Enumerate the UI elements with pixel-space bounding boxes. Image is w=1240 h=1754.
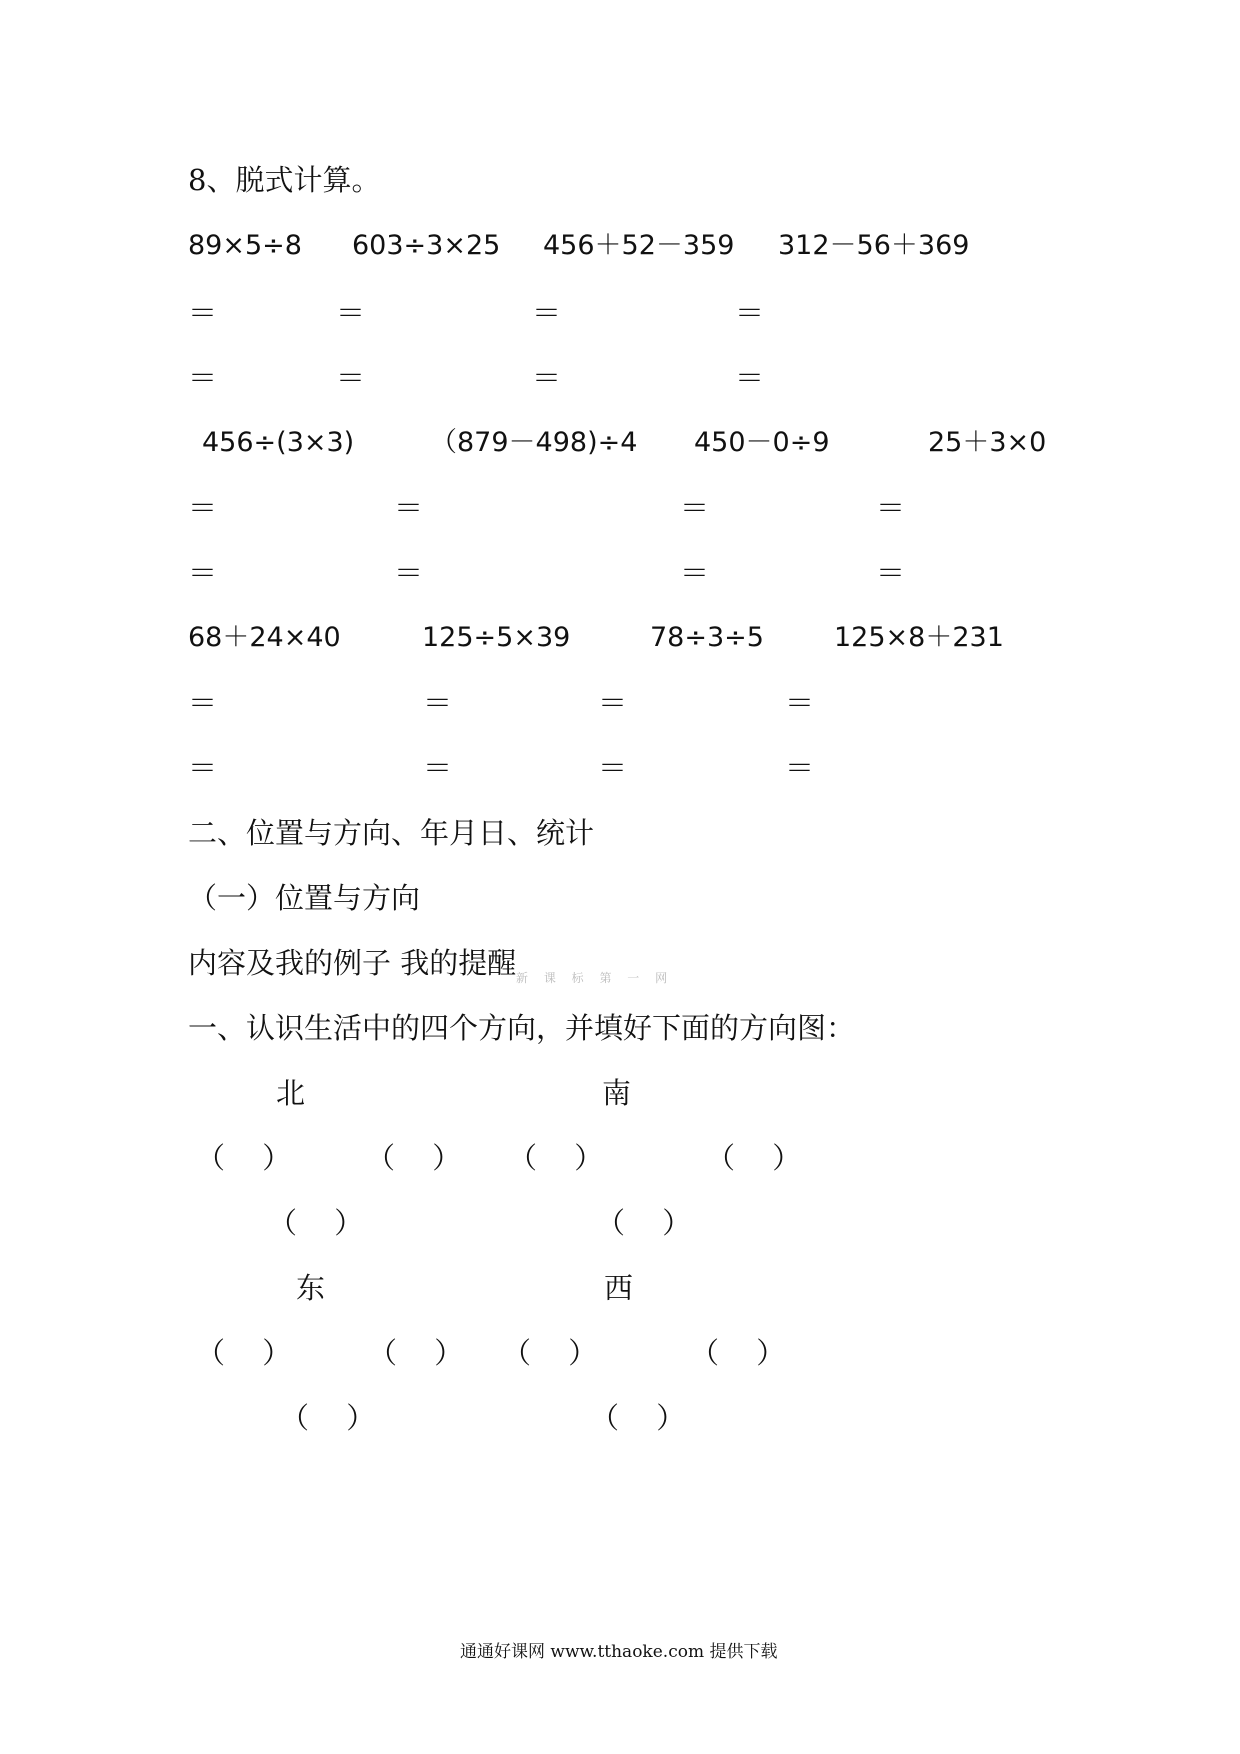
equals-sign: ＝ bbox=[188, 491, 218, 525]
equals-sign: ＝ bbox=[394, 491, 424, 525]
expression: 89×5÷8 bbox=[188, 230, 302, 261]
equals-sign: ＝ bbox=[598, 686, 628, 720]
west-label: 西 bbox=[604, 1271, 634, 1305]
task-1-instruction: 一、认识生活中的四个方向，并填好下面的方向图： bbox=[188, 1011, 856, 1045]
south-label: 南 bbox=[602, 1076, 632, 1110]
equals-sign: ＝ bbox=[876, 556, 906, 590]
equals-sign: ＝ bbox=[394, 556, 424, 590]
equals-sign: ＝ bbox=[336, 361, 366, 395]
equals-sign: ＝ bbox=[188, 556, 218, 590]
expression: 456＋52－359 bbox=[543, 230, 735, 261]
equals-sign: ＝ bbox=[423, 751, 453, 785]
expression: 25＋3×0 bbox=[928, 427, 1047, 458]
answer-blank: （ ） bbox=[502, 1336, 612, 1370]
expression: 312－56＋369 bbox=[778, 230, 970, 261]
equals-sign: ＝ bbox=[735, 296, 765, 330]
north-label: 北 bbox=[276, 1076, 306, 1110]
answer-blank: （ ） bbox=[508, 1141, 618, 1175]
expression: 68＋24×40 bbox=[188, 622, 341, 653]
footer-text: 通通好课网 www.tthaoke.com 提供下载 bbox=[460, 1642, 778, 1662]
expression: 125×8＋231 bbox=[834, 622, 1004, 653]
equals-sign: ＝ bbox=[423, 686, 453, 720]
section-2-title: 二、位置与方向、年月日、统计 bbox=[188, 816, 595, 850]
answer-blank: （ ） bbox=[196, 1336, 306, 1370]
equals-sign: ＝ bbox=[532, 296, 562, 330]
equals-sign: ＝ bbox=[785, 686, 815, 720]
equals-sign: ＝ bbox=[680, 491, 710, 525]
equals-sign: ＝ bbox=[188, 296, 218, 330]
expression: 603÷3×25 bbox=[352, 230, 501, 261]
equals-sign: ＝ bbox=[188, 686, 218, 720]
expression: （879－498)÷4 bbox=[430, 427, 638, 458]
expression: 450－0÷9 bbox=[694, 427, 830, 458]
answer-blank: （ ） bbox=[590, 1401, 700, 1435]
equals-sign: ＝ bbox=[188, 751, 218, 785]
equals-sign: ＝ bbox=[598, 751, 628, 785]
expression: 125÷5×39 bbox=[422, 622, 571, 653]
east-label: 东 bbox=[296, 1271, 326, 1305]
answer-blank: （ ） bbox=[368, 1336, 478, 1370]
equals-sign: ＝ bbox=[785, 751, 815, 785]
equals-sign: ＝ bbox=[680, 556, 710, 590]
expression: 456÷(3×3) bbox=[202, 427, 355, 458]
answer-blank: （ ） bbox=[366, 1141, 476, 1175]
watermark-text: 新 课 标 第 一 网 bbox=[516, 971, 674, 985]
answer-blank: （ ） bbox=[280, 1401, 390, 1435]
equals-sign: ＝ bbox=[188, 361, 218, 395]
answer-blank: （ ） bbox=[196, 1141, 306, 1175]
expression: 78÷3÷5 bbox=[650, 622, 764, 653]
equals-sign: ＝ bbox=[532, 361, 562, 395]
equals-sign: ＝ bbox=[336, 296, 366, 330]
answer-blank: （ ） bbox=[268, 1206, 378, 1240]
answer-blank: （ ） bbox=[706, 1141, 816, 1175]
question-8-title: 8、脱式计算。 bbox=[188, 163, 381, 197]
content-line: 内容及我的例子 我的提醒 bbox=[188, 946, 517, 980]
subsection-1-title: （一）位置与方向 bbox=[188, 881, 421, 915]
answer-blank: （ ） bbox=[690, 1336, 800, 1370]
equals-sign: ＝ bbox=[735, 361, 765, 395]
equals-sign: ＝ bbox=[876, 491, 906, 525]
answer-blank: （ ） bbox=[596, 1206, 706, 1240]
